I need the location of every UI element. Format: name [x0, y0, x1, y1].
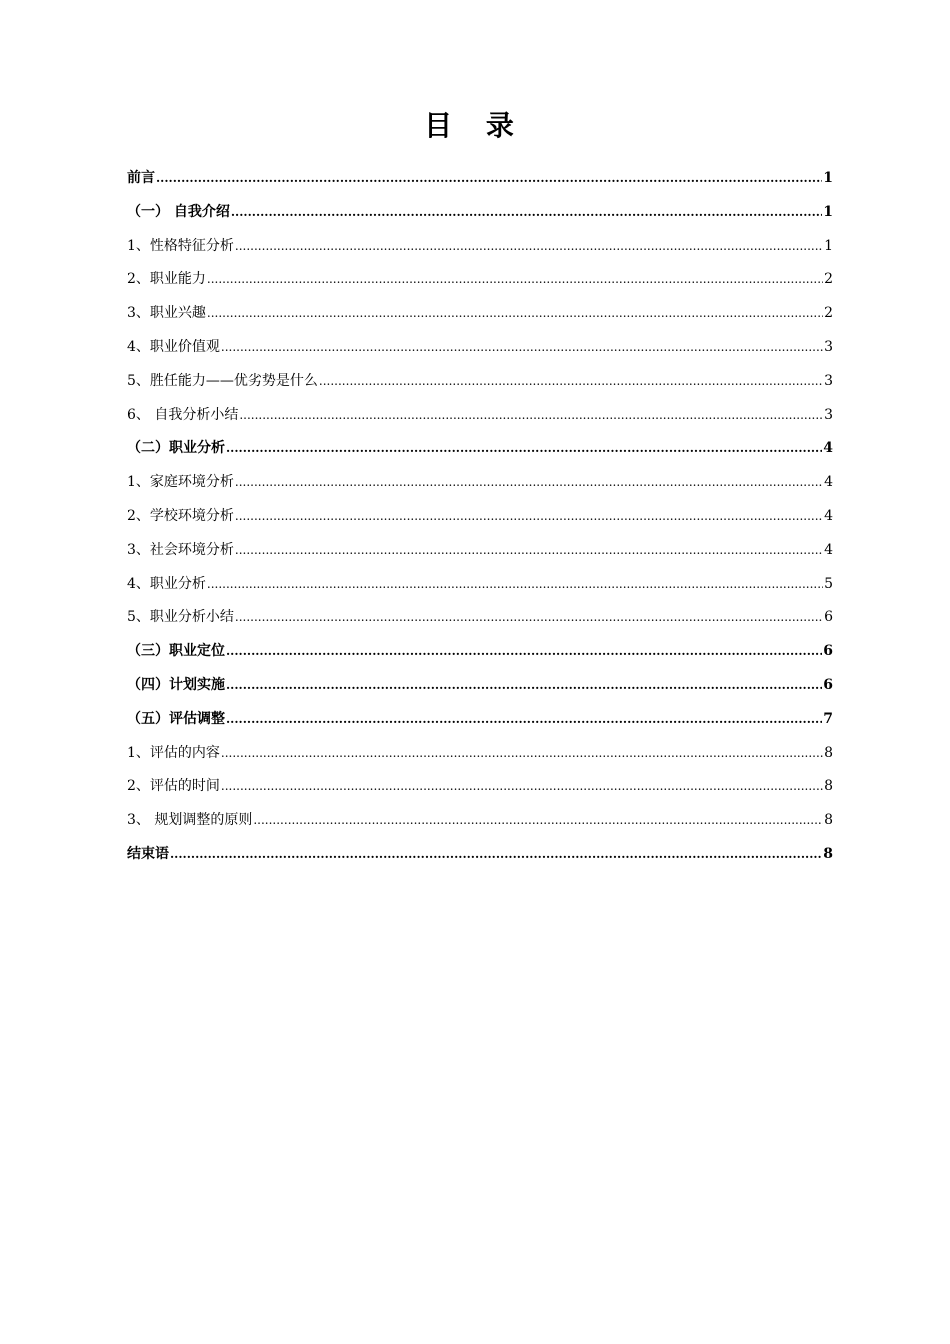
toc-entry-page-number: 1	[823, 170, 833, 186]
toc-entry-label: （一） 自我介绍	[127, 203, 230, 220]
toc-entry[interactable]	[127, 534, 833, 568]
toc-entry[interactable]	[127, 804, 833, 838]
toc-dot-leader	[235, 466, 823, 500]
toc-dot-leader	[231, 196, 822, 230]
toc-dot-leader	[221, 331, 823, 365]
toc-dot-leader	[226, 669, 822, 703]
toc-entry-page-number: 4	[824, 474, 833, 491]
toc-entry[interactable]	[127, 399, 833, 433]
toc-entry-label: 6、 自我分析小结	[127, 406, 239, 423]
toc-entry[interactable]	[127, 770, 833, 804]
toc-entry[interactable]	[127, 635, 833, 669]
toc-entry[interactable]	[127, 669, 833, 703]
toc-entry[interactable]	[127, 162, 833, 196]
toc-dot-leader	[207, 263, 823, 297]
toc-entry[interactable]	[127, 432, 833, 466]
toc-entry[interactable]	[127, 196, 833, 230]
toc-dot-leader	[235, 500, 823, 534]
toc-entry-label: 4、职业价值观	[127, 338, 220, 355]
toc-entry[interactable]	[127, 263, 833, 297]
toc-entry-page-number: 8	[824, 744, 833, 761]
toc-entry-label: （二）职业分析	[127, 440, 225, 457]
toc-entry-page-number: 8	[823, 845, 833, 862]
toc-dot-leader	[239, 399, 823, 433]
toc-entry-label: 1、性格特征分析	[127, 237, 234, 254]
toc-dot-leader	[226, 432, 822, 466]
toc-dot-leader	[221, 737, 823, 771]
toc-entry-page-number: 1	[823, 203, 833, 220]
toc-entry[interactable]	[127, 331, 833, 365]
toc-entry[interactable]	[127, 601, 833, 635]
toc-entry-label: 1、评估的内容	[127, 744, 220, 761]
toc-dot-leader	[235, 534, 823, 568]
toc-entry-label: 5、职业分析小结	[127, 609, 234, 626]
toc-entry-label: 1、家庭环境分析	[127, 474, 234, 491]
toc-entry-label: （三）职业定位	[127, 643, 225, 660]
toc-entry[interactable]	[127, 466, 833, 500]
toc-entry-label: 结束语	[127, 845, 169, 862]
toc-dot-leader	[319, 365, 823, 399]
toc-dot-leader	[207, 297, 823, 331]
toc-dot-leader	[156, 162, 822, 196]
toc-entry-page-number: 3	[824, 338, 833, 355]
page-title: 目 录	[424, 109, 526, 142]
toc-entry-label: （五）评估调整	[127, 710, 225, 727]
toc-dot-leader	[226, 703, 822, 737]
toc-entry-page-number: 6	[823, 676, 833, 693]
toc-entry-label: 4、职业分析	[127, 575, 206, 592]
toc-entry[interactable]	[127, 838, 833, 872]
toc-dot-leader	[207, 568, 823, 602]
toc-entry[interactable]	[127, 365, 833, 399]
toc-entry-label: 前言	[127, 170, 155, 186]
toc-dot-leader	[253, 804, 823, 838]
toc-entry[interactable]	[127, 737, 833, 771]
toc-entry-label: 5、胜任能力——优劣势是什么	[127, 372, 318, 389]
toc-entry[interactable]	[127, 500, 833, 534]
toc-dot-leader	[221, 770, 823, 804]
toc-entry-page-number: 8	[824, 778, 833, 795]
toc-entry-page-number: 6	[823, 643, 833, 660]
toc-entry[interactable]	[127, 297, 833, 331]
toc-entry-label: 3、职业兴趣	[127, 305, 206, 322]
table-of-contents	[127, 162, 833, 872]
toc-dot-leader	[235, 230, 823, 264]
toc-entry-label: 2、评估的时间	[127, 778, 220, 795]
toc-entry-page-number: 2	[824, 271, 833, 288]
toc-dot-leader	[226, 635, 822, 669]
toc-dot-leader	[170, 838, 822, 872]
toc-entry-label: 3、社会环境分析	[127, 541, 234, 558]
toc-entry-page-number: 6	[824, 609, 833, 626]
toc-entry-page-number: 7	[823, 710, 833, 727]
toc-entry-page-number: 4	[824, 507, 833, 524]
toc-entry[interactable]	[127, 230, 833, 264]
toc-entry-page-number: 3	[824, 372, 833, 389]
toc-entry-label: 2、学校环境分析	[127, 507, 234, 524]
toc-entry-label: 3、 规划调整的原则	[127, 812, 253, 829]
toc-entry-page-number: 4	[824, 541, 833, 558]
toc-entry-page-number: 8	[824, 812, 833, 829]
toc-entry-page-number: 5	[824, 575, 833, 592]
toc-dot-leader	[235, 601, 823, 635]
toc-entry-label: （四）计划实施	[127, 676, 225, 693]
toc-entry-page-number: 3	[824, 406, 833, 423]
toc-entry[interactable]	[127, 568, 833, 602]
toc-entry-page-number: 1	[824, 237, 833, 254]
toc-entry[interactable]	[127, 703, 833, 737]
toc-entry-label: 2、职业能力	[127, 271, 206, 288]
toc-entry-page-number: 2	[824, 305, 833, 322]
toc-entry-page-number: 4	[823, 440, 833, 457]
